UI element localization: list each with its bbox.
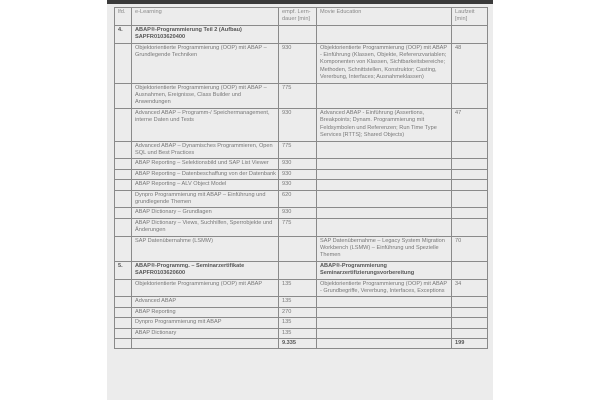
- cell-movie: Advanced ABAP - Einführung (Assertions, Breakpoints; Dynam. Programmierung mit Feldsymbolen und Referenzen; Run Time Type Services [RTTS]; Shared Objects): [317, 108, 452, 141]
- cell-nr: [115, 159, 132, 169]
- cell-elearning: ABAP Reporting: [132, 307, 279, 317]
- cell-nr: 4.: [115, 25, 132, 43]
- cell-laufzeit: [452, 190, 488, 208]
- cell-nr: [115, 236, 132, 261]
- table-row: [115, 208, 488, 218]
- cell-movie: [317, 339, 452, 349]
- cell-dauer: 135: [279, 318, 317, 328]
- cell-nr: [115, 307, 132, 317]
- table-row: [115, 43, 488, 83]
- cell-dauer: 930: [279, 208, 317, 218]
- section-row: [115, 25, 488, 43]
- table-row: [115, 108, 488, 141]
- cell-nr: [115, 190, 132, 208]
- cell-movie: [317, 169, 452, 179]
- cell-nr: [115, 180, 132, 190]
- cell-movie: [317, 297, 452, 307]
- cell-movie: Objektorientierte Programmierung (OOP) mit ABAP - Einführung (Klassen, Objekte, Referenzvariablen; Komponenten von Klassen, Sichtbarkeitsbereiche; Methoden, Schnittstellen, Konstruktor; Casting, Vererbung, Interfaces; Ausnahmeklassen): [317, 43, 452, 83]
- cell-elearning: ABAP Reporting – Datenbeschaffung von der Datenbank: [132, 169, 279, 179]
- cell-elearning: ABAP®-Programmg. – Seminarzertifikate SAPFR0103620600: [132, 261, 279, 279]
- cell-dauer: 135: [279, 328, 317, 338]
- cell-movie: [317, 218, 452, 236]
- cell-movie: [317, 25, 452, 43]
- course-table: [114, 7, 488, 349]
- cell-laufzeit: 199: [452, 339, 488, 349]
- cell-dauer: 270: [279, 307, 317, 317]
- cell-laufzeit: [452, 297, 488, 307]
- table-row: [115, 180, 488, 190]
- cell-laufzeit: [452, 328, 488, 338]
- cell-nr: [115, 218, 132, 236]
- section-row: [115, 261, 488, 279]
- cell-dauer: [279, 261, 317, 279]
- cell-dauer: 775: [279, 83, 317, 108]
- cell-elearning: Objektorientierte Programmierung (OOP) mit ABAP: [132, 279, 279, 297]
- cell-movie: [317, 307, 452, 317]
- cell-elearning: Advanced ABAP – Programm-/ Speichermanagement, interne Daten und Tests: [132, 108, 279, 141]
- cell-dauer: 930: [279, 180, 317, 190]
- cell-dauer: 930: [279, 43, 317, 83]
- table-row: [115, 279, 488, 297]
- cell-elearning: ABAP Dictionary: [132, 328, 279, 338]
- cell-elearning: Dynpro Programmierung mit ABAP: [132, 318, 279, 328]
- cell-movie: [317, 190, 452, 208]
- cell-laufzeit: 47: [452, 108, 488, 141]
- cell-nr: [115, 339, 132, 349]
- table-row: [115, 190, 488, 208]
- cell-nr: [115, 297, 132, 307]
- cell-movie: [317, 159, 452, 169]
- table-row: [115, 328, 488, 338]
- cell-laufzeit: 70: [452, 236, 488, 261]
- cell-elearning: Advanced ABAP: [132, 297, 279, 307]
- cell-dauer: 930: [279, 108, 317, 141]
- cell-dauer: [279, 236, 317, 261]
- cell-nr: [115, 279, 132, 297]
- cell-movie: [317, 208, 452, 218]
- cell-laufzeit: [452, 261, 488, 279]
- header-dauer: empf. Lern-dauer [min]: [279, 8, 317, 26]
- cell-movie: SAP Datenübernahme – Legacy System Migration Workbench (LSMW) – Einführung und Spezielle Themen: [317, 236, 452, 261]
- cell-elearning: ABAP Reporting – ALV Object Model: [132, 180, 279, 190]
- cell-movie: [317, 83, 452, 108]
- cell-elearning: Objektorientierte Programmierung (OOP) mit ABAP – Grundlegende Techniken: [132, 43, 279, 83]
- cell-laufzeit: [452, 159, 488, 169]
- cell-dauer: 775: [279, 218, 317, 236]
- cell-dauer: 620: [279, 190, 317, 208]
- cell-movie: [317, 180, 452, 190]
- document-page: [107, 0, 493, 400]
- cell-laufzeit: [452, 318, 488, 328]
- header-nr: lfd.: [115, 8, 132, 26]
- cell-elearning: ABAP Dictionary – Views, Suchhilfen, Sperrobjekte und Änderungen: [132, 218, 279, 236]
- cell-elearning: ABAP®-Programmierung Teil 2 (Aufbau) SAPFR0103620400: [132, 25, 279, 43]
- cell-laufzeit: [452, 141, 488, 159]
- cell-dauer: 135: [279, 297, 317, 307]
- cell-nr: [115, 141, 132, 159]
- table-row: [115, 83, 488, 108]
- table-row: [115, 307, 488, 317]
- table-row: [115, 218, 488, 236]
- cell-nr: [115, 208, 132, 218]
- cell-laufzeit: [452, 180, 488, 190]
- cell-nr: [115, 318, 132, 328]
- cell-elearning: ABAP Reporting – Selektionsbild und SAP List Viewer: [132, 159, 279, 169]
- cell-elearning: Advanced ABAP – Dynamisches Programmieren, Open SQL und Best Practices: [132, 141, 279, 159]
- cell-elearning: Dynpro Programmierung mit ABAP – Einführung und grundlegende Themen: [132, 190, 279, 208]
- cell-laufzeit: [452, 25, 488, 43]
- table-row: [115, 169, 488, 179]
- top-bar: [107, 0, 493, 4]
- cell-elearning: Objektorientierte Programmierung (OOP) mit ABAP – Ausnahmen, Ereignisse, Class Builder und Anwendungen: [132, 83, 279, 108]
- header-elearning: e-Learning: [132, 8, 279, 26]
- header-row: [115, 8, 488, 26]
- cell-laufzeit: [452, 83, 488, 108]
- cell-laufzeit: [452, 307, 488, 317]
- header-laufzeit: Laufzeit [min]: [452, 8, 488, 26]
- cell-movie: [317, 141, 452, 159]
- cell-movie: [317, 318, 452, 328]
- cell-elearning: [132, 339, 279, 349]
- cell-elearning: ABAP Dictionary – Grundlagen: [132, 208, 279, 218]
- cell-nr: [115, 83, 132, 108]
- cell-movie: [317, 328, 452, 338]
- cell-nr: [115, 108, 132, 141]
- cell-dauer: [279, 25, 317, 43]
- cell-laufzeit: [452, 169, 488, 179]
- table-row: [115, 159, 488, 169]
- cell-nr: [115, 43, 132, 83]
- cell-dauer: 930: [279, 169, 317, 179]
- cell-dauer: 775: [279, 141, 317, 159]
- total-row: [115, 339, 488, 349]
- cell-laufzeit: [452, 208, 488, 218]
- table-row: [115, 141, 488, 159]
- cell-laufzeit: 48: [452, 43, 488, 83]
- cell-nr: [115, 169, 132, 179]
- header-movie: Movie Education: [317, 8, 452, 26]
- cell-movie: Objektorientierte Programmierung (OOP) mit ABAP - Grundbegriffe, Vererbung, Interfaces, Exceptions: [317, 279, 452, 297]
- cell-dauer: 9.335: [279, 339, 317, 349]
- cell-elearning: SAP Datenübernahme (LSMW): [132, 236, 279, 261]
- cell-movie: ABAP®-Programmierung Seminarzertifizierungsvorbereitung: [317, 261, 452, 279]
- cell-laufzeit: 34: [452, 279, 488, 297]
- table-row: [115, 297, 488, 307]
- cell-nr: [115, 328, 132, 338]
- cell-laufzeit: [452, 218, 488, 236]
- cell-dauer: 930: [279, 159, 317, 169]
- table-row: [115, 236, 488, 261]
- cell-nr: 5.: [115, 261, 132, 279]
- cell-dauer: 135: [279, 279, 317, 297]
- table-row: [115, 318, 488, 328]
